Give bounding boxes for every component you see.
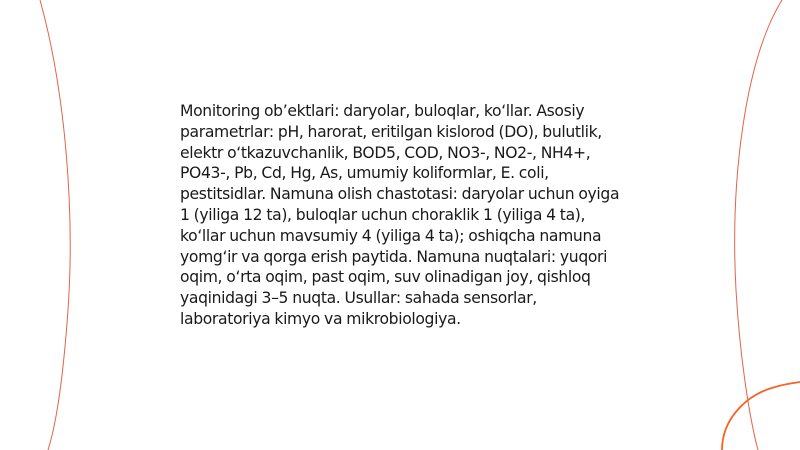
bottom-right-accent-arc xyxy=(722,382,800,450)
left-decorative-curve xyxy=(40,0,70,450)
body-text: Monitoring ob’ektlari: daryolar, buloqlar, ko‘llar. Asosiy parametrlar: pH, harorat, eritilgan kislorod (DO), bulutlik, elektr o‘tkazuvchanlik, BOD5, COD, NO3-, NO2-, NH4+, PO43-, Pb, Cd, Hg, As, umumiy koliformlar, E. coli, pestitsidlar. Namuna olish chastotasi: daryolar uchun oyiga 1 (yiliga 12 ta), buloqlar uchun choraklik 1 (yiliga 4 ta), ko‘llar uchun mavsumiy 4 (yiliga 4 ta); oshiqcha namuna yomg‘ir va qorga erish paytida. Namuna nuqtalari: yuqori oqim, o‘rta oqim, past oqim, suv olinadigan joy, qishloq yaqinidagi 3–5 nuqta. Usullar: sahada sensorlar, laboratoriya kimyo va mikrobiologiya. xyxy=(180,102,620,328)
right-decorative-curve xyxy=(735,0,782,450)
